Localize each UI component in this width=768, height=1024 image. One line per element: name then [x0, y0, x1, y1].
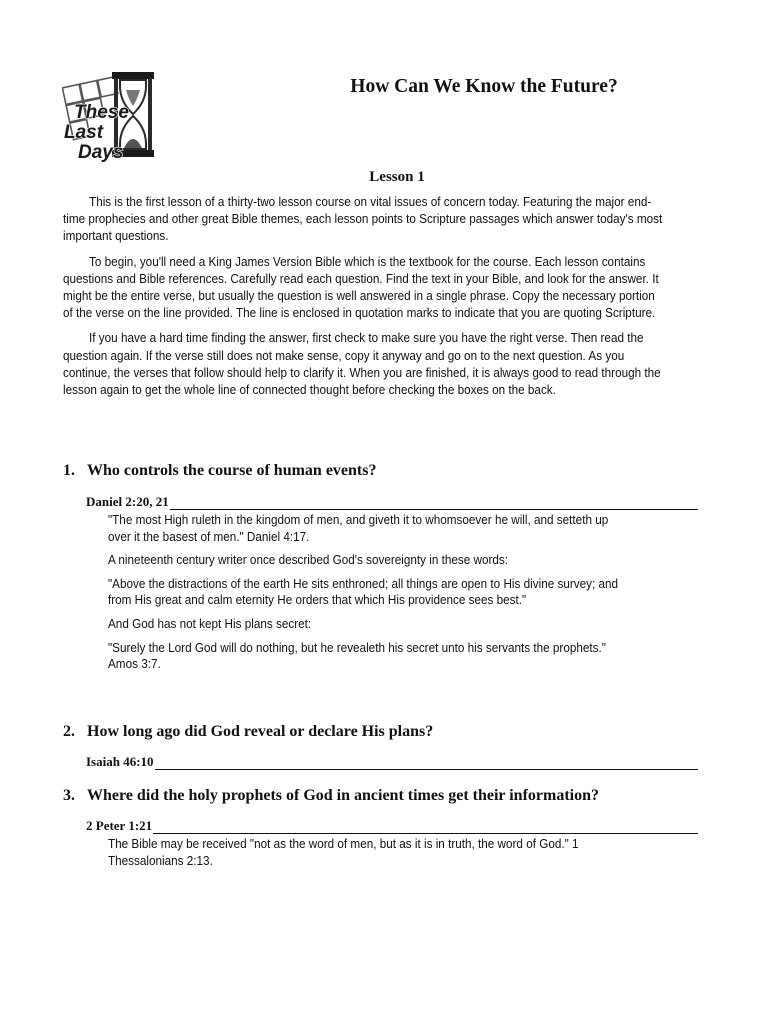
intro-paragraph: This is the first lesson of a thirty-two lesson course on vital issues of concern today. Featuring the major end-time prophecies and other great Bible themes, each lesson points to Scripture passages which answer today's most important questions.	[63, 195, 663, 244]
question-heading	[63, 462, 703, 480]
answer-line-1[interactable]	[86, 494, 698, 510]
question-3	[63, 787, 703, 805]
answer-line-3[interactable]	[86, 818, 698, 834]
question-text: How long ago did God reveal or declare His plans?	[87, 723, 434, 740]
note-paragraph: "Surely the Lord God will do nothing, but he revealeth his secret unto his servants the prophets." Amos 3:7.	[108, 640, 606, 672]
scripture-reference: Isaiah 46:10	[86, 754, 154, 769]
svg-text:These: These	[74, 102, 129, 123]
svg-text:Days: Days	[78, 142, 124, 163]
question-heading	[63, 787, 703, 805]
lesson-intro	[63, 194, 666, 407]
answer-blank[interactable]	[155, 757, 698, 770]
these-last-days-logo	[62, 72, 156, 168]
question-3-notes	[108, 836, 629, 876]
note-paragraph: A nineteenth century writer once described God's sovereignty in these words:	[108, 553, 509, 568]
question-text: Where did the holy prophets of God in ancient times get their information?	[87, 787, 599, 804]
page-title: How Can We Know the Future?	[350, 76, 618, 97]
question-text: Who controls the course of human events?	[87, 462, 377, 479]
answer-line-2[interactable]	[86, 754, 698, 770]
question-number: 1.	[63, 462, 75, 479]
intro-paragraph: To begin, you'll need a King James Version Bible which is the textbook for the course. Each lesson contains questions and Bible references. Carefully read each question. Find the text in your Bible, and look for the answer. It might be the entire verse, but usually the question is well answered in a single phrase. Copy the necessary portion of the verse on the line provided. The line is enclosed in quotation marks to indicate that you are quoting Scripture.	[63, 254, 659, 321]
note-paragraph: "The most High ruleth in the kingdom of men, and giveth it to whomsoever he will, and setteth up over it the basest of men." Daniel 4:17.	[108, 513, 609, 544]
answer-blank[interactable]	[153, 821, 698, 834]
note-paragraph: The Bible may be received "not as the word of men, but as it is in truth, the word of God." 1 Thessalonians 2:13.	[108, 837, 579, 868]
question-1	[63, 462, 703, 480]
note-paragraph: And God has not kept His plans secret:	[108, 616, 312, 631]
lesson-heading: Lesson 1	[369, 169, 425, 185]
answer-blank[interactable]	[170, 497, 698, 510]
question-heading	[63, 723, 703, 741]
svg-text:Last: Last	[64, 122, 104, 143]
scripture-reference: 2 Peter 1:21	[86, 818, 153, 833]
note-paragraph: "Above the distractions of the earth He sits enthroned; all things are open to His divine survey; and from His great and calm eternity He orders that which His providence sees best."	[108, 576, 619, 608]
question-1-notes	[108, 512, 629, 680]
question-2	[63, 723, 703, 741]
scripture-reference: Daniel 2:20, 21	[86, 494, 169, 509]
intro-paragraph: If you have a hard time finding the answer, first check to make sure you have the right verse. Then read the question again. If the verse still does not make sense, copy it anyway and go on to the next question. As you continue, the verses that follow should help to clarify it. When you are finished, it is always good to read through the lesson again to get the whole line of connected thought before checking the boxes on the back.	[63, 331, 661, 398]
question-number: 2.	[63, 723, 75, 740]
question-number: 3.	[63, 787, 75, 804]
